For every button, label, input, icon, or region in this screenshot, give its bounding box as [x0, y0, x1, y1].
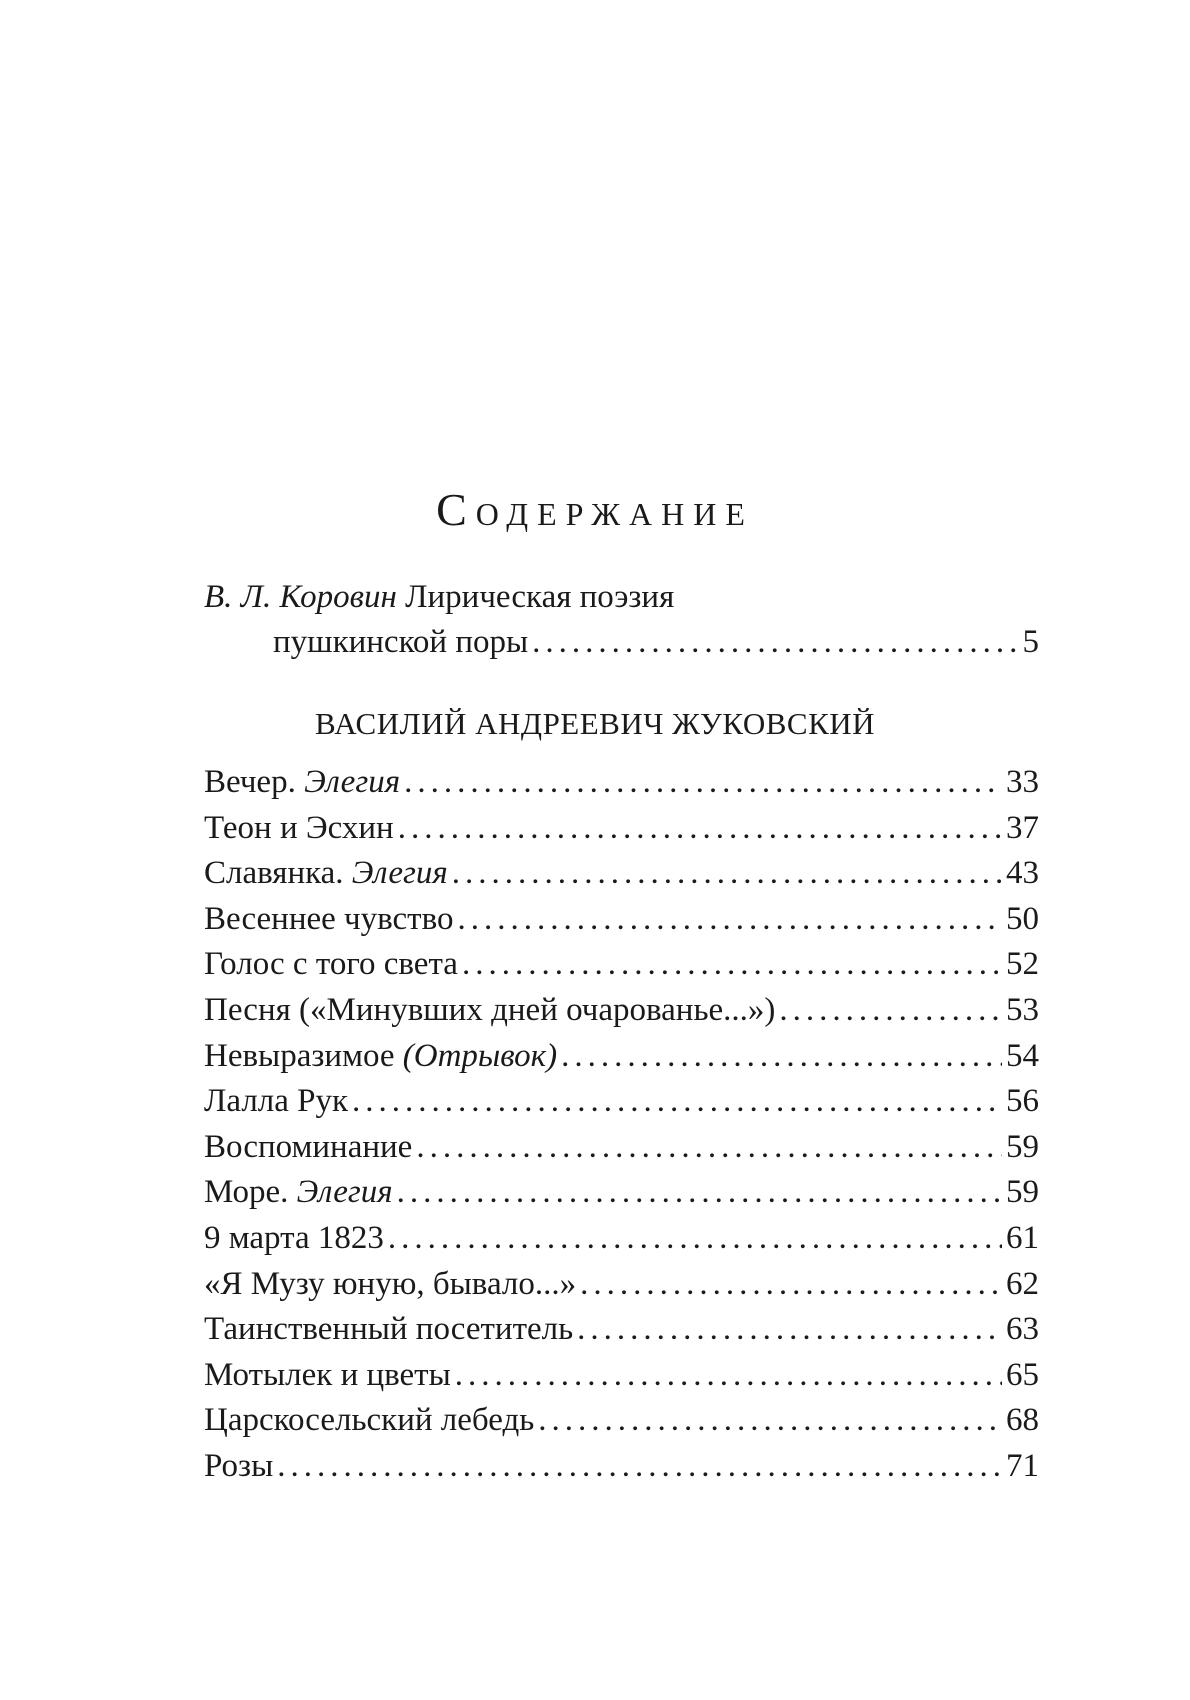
intro-line-1 — [204, 575, 1039, 620]
dot-leader — [538, 1402, 1002, 1439]
dot-leader — [398, 810, 1002, 847]
entry-page-number: 52 — [1006, 946, 1039, 983]
dot-leader — [397, 1174, 1002, 1211]
entry-page-number: 37 — [1006, 809, 1039, 846]
entry-title-text: Вечер. — [204, 764, 305, 800]
entry-title-italic: (Отрывок) — [402, 1037, 558, 1074]
entry-title-italic: Элегия — [296, 1174, 393, 1211]
toc-list — [204, 764, 1039, 1494]
dot-leader — [277, 1448, 1002, 1485]
toc-entry[interactable] — [204, 992, 1039, 1038]
entry-title — [204, 946, 458, 983]
entry-title — [204, 1083, 348, 1120]
intro-page-number: 5 — [1022, 624, 1039, 660]
entry-title-text: Таинственный посетитель — [204, 1311, 574, 1348]
toc-entry[interactable] — [204, 1402, 1039, 1448]
entry-title-text: Мотылек и цветы — [204, 1356, 451, 1393]
entry-title-text: Теон и Эсхин — [204, 809, 394, 846]
toc-entry[interactable] — [204, 1220, 1039, 1266]
toc-entry[interactable] — [204, 1448, 1039, 1494]
toc-entry[interactable] — [204, 810, 1039, 856]
page-title: Содержание — [436, 484, 754, 535]
entry-page-number: 59 — [1006, 1174, 1039, 1211]
entry-title — [204, 1038, 557, 1075]
entry-title-text: Славянка. — [204, 855, 352, 892]
entry-title-text: Песня («Минувших дней очарованье...») — [204, 991, 776, 1028]
entry-title-text: Царскосельский лебедь — [204, 1402, 535, 1439]
dot-leader — [457, 901, 1002, 938]
entry-title-italic: Элегия — [304, 764, 401, 800]
entry-title — [204, 1448, 273, 1485]
entry-title-text: Розы — [204, 1447, 274, 1484]
entry-title — [204, 1129, 412, 1166]
entry-title-text: Воспоминание — [204, 1128, 413, 1165]
entry-title-text: Невыразимое — [204, 1037, 403, 1074]
entry-title-italic: Элегия — [351, 855, 448, 892]
section-heading-author: ВАСИЛИЙ АНДРЕЕВИЧ ЖУКОВСКИЙ — [314, 706, 876, 741]
entry-page-number: 68 — [1006, 1402, 1039, 1439]
toc-entry[interactable] — [204, 764, 1039, 810]
entry-page-number: 56 — [1006, 1083, 1039, 1120]
dot-leader — [452, 855, 1002, 892]
entry-page-number: 33 — [1006, 764, 1039, 800]
intro-line-2 — [204, 620, 1039, 665]
dot-leader — [388, 1220, 1002, 1257]
entry-title — [204, 764, 400, 801]
intro-title-line-2: пушкинской поры — [273, 624, 529, 660]
toc-entry[interactable] — [204, 901, 1039, 947]
entry-title-text: Лалла Рук — [204, 1083, 349, 1120]
entry-page-number: 65 — [1006, 1356, 1039, 1393]
entry-page-number: 71 — [1006, 1447, 1039, 1484]
toc-entry[interactable] — [204, 1038, 1039, 1084]
entry-title — [204, 1357, 451, 1394]
entry-title — [204, 1402, 534, 1439]
entry-page-number: 62 — [1006, 1265, 1039, 1302]
dot-leader — [561, 1038, 1002, 1075]
entry-title — [204, 901, 453, 938]
dot-leader — [455, 1357, 1002, 1394]
entry-page-number: 53 — [1006, 991, 1039, 1028]
entry-title — [204, 1220, 384, 1257]
entry-title-text: Голос с того света — [204, 946, 458, 983]
dot-leader — [779, 992, 1002, 1029]
entry-title-text: Море. — [204, 1174, 297, 1211]
toc-entry[interactable] — [204, 855, 1039, 901]
entry-page-number: 59 — [1006, 1128, 1039, 1165]
dot-leader — [416, 1129, 1002, 1166]
toc-entry[interactable] — [204, 1083, 1039, 1129]
toc-entry-introduction[interactable] — [204, 575, 1039, 665]
toc-entry[interactable] — [204, 1266, 1039, 1312]
entry-title — [204, 1311, 573, 1348]
entry-page-number: 61 — [1006, 1219, 1039, 1256]
toc-entry[interactable] — [204, 1311, 1039, 1357]
dot-leader — [404, 764, 1002, 801]
entry-title-text: Весеннее чувство — [204, 900, 454, 937]
dot-leader — [352, 1083, 1002, 1120]
dot-leader — [580, 1266, 1002, 1303]
entry-page-number: 50 — [1006, 900, 1039, 937]
entry-page-number: 43 — [1006, 855, 1039, 892]
toc-entry[interactable] — [204, 1129, 1039, 1175]
dot-leader — [532, 620, 1018, 665]
entry-title — [204, 992, 775, 1029]
dot-leader — [462, 946, 1002, 983]
toc-entry[interactable] — [204, 1174, 1039, 1220]
entry-page-number: 54 — [1006, 1037, 1039, 1074]
entry-title — [204, 1266, 576, 1303]
entry-page-number: 63 — [1006, 1311, 1039, 1348]
entry-title-text: «Я Музу юную, бывало...» — [204, 1265, 577, 1302]
entry-title — [204, 1174, 393, 1211]
dot-leader — [577, 1311, 1002, 1348]
toc-entry[interactable] — [204, 1357, 1039, 1403]
entry-title — [204, 810, 394, 847]
intro-author: В. Л. Коровин — [204, 579, 397, 615]
toc-entry[interactable] — [204, 946, 1039, 992]
entry-title-text: 9 марта 1823 — [204, 1219, 384, 1256]
intro-title-line-1: Лирическая поэзия — [405, 579, 675, 615]
entry-title — [204, 855, 448, 892]
